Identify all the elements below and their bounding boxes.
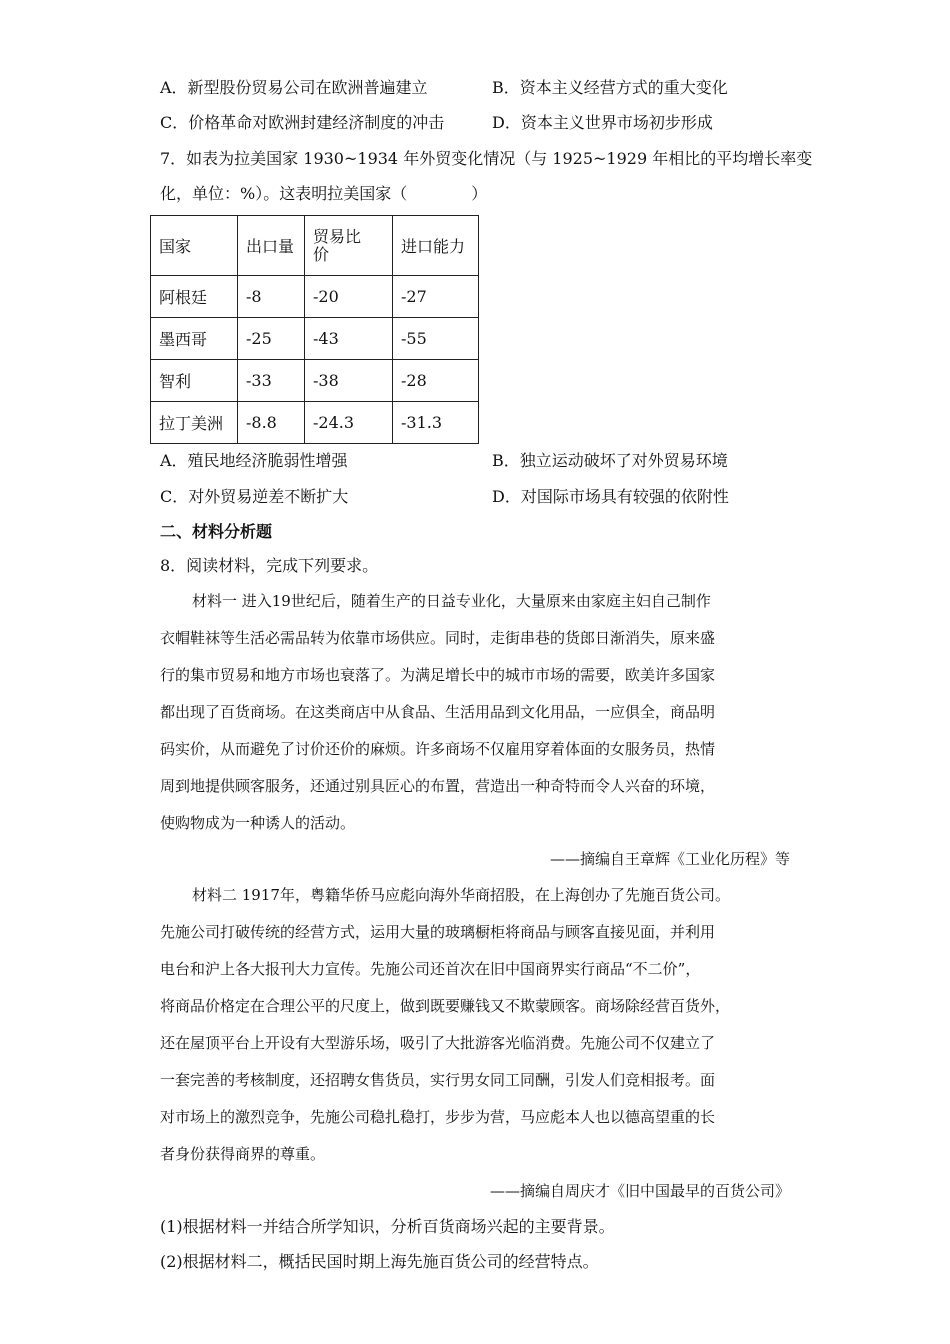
material1-source: ——摘编自王章辉《工业化历程》等 [549,850,790,868]
material1-line: 使购物成为一种诱人的活动。 [160,814,356,832]
table-cell: 阿根廷 [151,276,238,318]
table-cell: -20 [305,276,393,318]
table-row [151,360,479,402]
table-row [151,276,479,318]
q8-sub1: (1)根据材料一并结合所学知识，分析百货商场兴起的主要背景。 [160,1217,615,1236]
table-header-cell: 贸易比价 [305,216,393,276]
table-cell: -25 [238,318,305,360]
table-cell: -8 [238,276,305,318]
material2-line: 者身份获得商界的尊重。 [160,1145,326,1163]
table-cell: -43 [305,318,393,360]
table-cell: -8.8 [238,402,305,444]
material2-line: 还在屋顶平台上开设有大型游乐场，吸引了大批游客光临消费。先施公司不仅建立了 [160,1034,716,1052]
table-cell: 智利 [151,360,238,402]
material1-line: 都出现了百货商场。在这类商店中从食品、生活用品到文化用品，一应俱全，商品明 [160,703,716,721]
material2-line: 一套完善的考核制度，还招聘女售货员，实行男女同工同酬，引发人们竞相报考。面 [160,1071,716,1089]
material2-line: 电台和沪上各大报刊大力宣传。先施公司还首次在旧中国商界实行商品“不二价”， [160,960,701,978]
q6-option-c: C．价格革命对欧洲封建经济制度的冲击 [160,113,445,132]
q7-option-d: D．对国际市场具有较强的依附性 [492,487,729,506]
q6-option-a: A．新型股份贸易公司在欧洲普遍建立 [160,78,428,97]
table-cell: -33 [238,360,305,402]
table-header-row [151,216,479,276]
material2-line: 将商品价格定在合理公平的尺度上，做到既要赚钱又不欺蒙顾客。商场除经营百货外， [160,997,731,1015]
material1-line: 衣帽鞋袜等生活必需品转为依靠市场供应。同时，走街串巷的货郎日渐消失，原来盛 [160,629,716,647]
q8-sub2: (2)根据材料二，概括民国时期上海先施百货公司的经营特点。 [160,1252,599,1271]
table-cell: -55 [393,318,479,360]
q7-option-a: A．殖民地经济脆弱性增强 [160,451,348,470]
material2-source: ——摘编自周庆才《旧中国最早的百货公司》 [489,1182,790,1200]
table-cell: -24.3 [305,402,393,444]
material1-line: 周到地提供顾客服务，还通过别具匠心的布置，营造出一种奇特而令人兴奋的环境， [160,777,716,795]
q6-option-b: B．资本主义经营方式的重大变化 [492,78,728,97]
section-title: 二、材料分析题 [160,522,273,541]
table-cell: -28 [393,360,479,402]
table-cell: -38 [305,360,393,402]
table-cell: -31.3 [393,402,479,444]
table-header-cell: 进口能力 [393,216,479,276]
q8-stem: 8．阅读材料，完成下列要求。 [160,556,379,575]
table-cell: -27 [393,276,479,318]
material1-line: 码实价，从而避免了讨价还价的麻烦。许多商场不仅雇用穿着体面的女服务员，热情 [160,740,716,758]
material2-line: 材料二 1917年，粤籍华侨马应彪向海外华商招股，在上海创办了先施百货公司。 [192,886,730,904]
q7-stem-line2: 化，单位：%）。这表明拉美国家（ ） [160,184,488,203]
table-header-cell: 国家 [151,216,238,276]
table-cell: 拉丁美洲 [151,402,238,444]
trade-table [150,215,479,444]
material2-line: 对市场上的激烈竞争，先施公司稳扎稳打，步步为营，马应彪本人也以德高望重的长 [160,1108,716,1126]
table-cell: 墨西哥 [151,318,238,360]
q7-option-c: C．对外贸易逆差不断扩大 [160,487,349,506]
table-row [151,318,479,360]
table-row [151,402,479,444]
material1-line: 行的集市贸易和地方市场也衰落了。为满足增长中的城市市场的需要，欧美许多国家 [160,666,716,684]
material2-line: 先施公司打破传统的经营方式，运用大量的玻璃橱柜将商品与顾客直接见面，并利用 [160,923,716,941]
table-header-cell: 出口量 [238,216,305,276]
q6-option-d: D．资本主义世界市场初步形成 [492,113,713,132]
material1-line: 材料一 进入19世纪后，随着生产的日益专业化，大量原来由家庭主妇自己制作 [192,592,711,610]
q7-option-b: B．独立运动破坏了对外贸易环境 [492,451,728,470]
q7-stem-line1: 7．如表为拉美国家 1930~1934 年外贸变化情况（与 1925~1929 年相比的平均增长率变 [160,149,813,168]
